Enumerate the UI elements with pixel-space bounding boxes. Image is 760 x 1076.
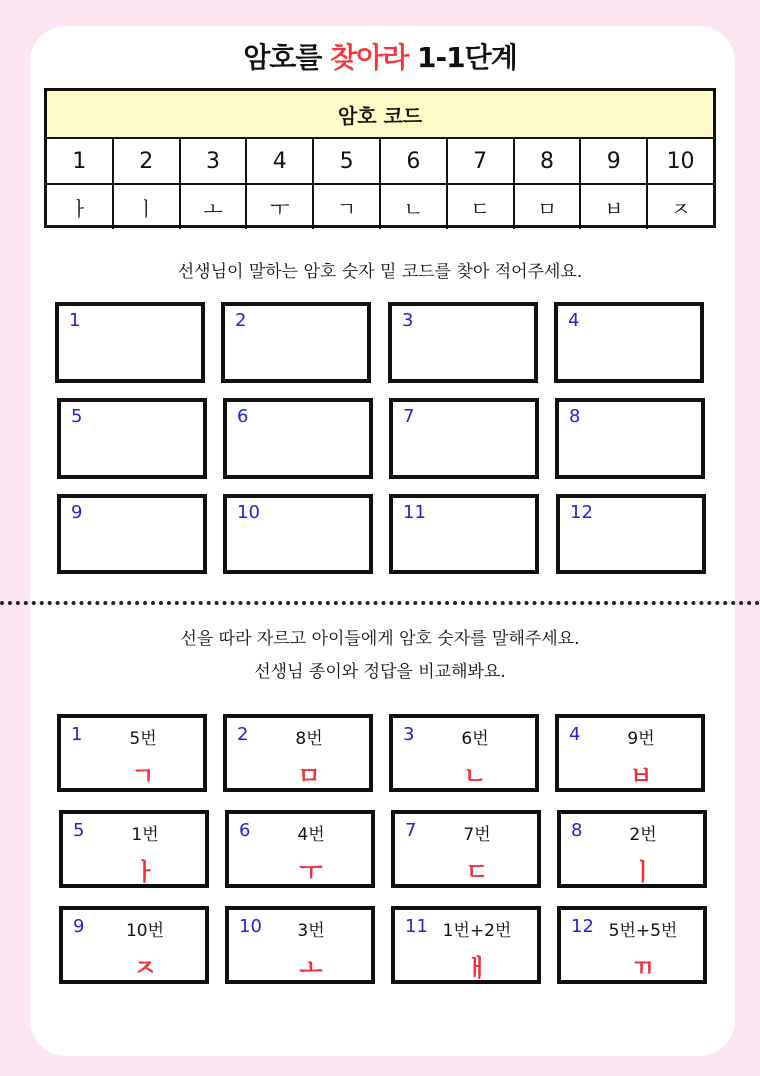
code-number: 7 [446,139,513,183]
code-letter: ㄱ [312,185,379,229]
card-answer: 7번 [463,825,491,845]
card-answer: 5번 [129,729,157,749]
answer-box-number: 5 [71,406,83,427]
answer-card [59,810,209,888]
answer-card [555,714,705,792]
code-letter: ㅏ [69,196,90,221]
answer-box-number: 12 [570,502,593,523]
answer-box-number: 11 [403,502,426,523]
card-jamo: ㅁ [297,762,321,790]
page-title [0,36,760,76]
card-number: 8 [571,820,583,841]
instruction-top: 선생님이 말하는 암호 숫자 밑 코드를 찾아 적어주세요. [177,262,583,282]
answer-box-number: 3 [402,310,414,331]
code-letter: ㅜ [245,185,312,229]
code-letter: ㅁ [513,185,580,229]
card-number: 9 [73,916,85,937]
card-jamo: ㄷ [465,858,489,886]
card-number: 7 [405,820,417,841]
answer-box[interactable] [555,398,705,479]
answer-box[interactable] [221,302,371,383]
code-number: 9 [579,139,646,183]
code-number: 6 [379,139,446,183]
answer-box-number: 1 [69,310,81,331]
card-answer: 8번 [295,729,323,749]
card-jamo: ㅐ [465,954,489,982]
card-number: 10 [239,916,262,937]
card-number: 2 [237,724,249,745]
card-answer: 6번 [461,729,489,749]
answer-box[interactable] [55,302,205,383]
answer-box[interactable] [223,494,373,574]
card-jamo: ㅈ [133,954,157,982]
code-number: 8 [513,139,580,183]
answer-card [391,810,541,888]
answer-box[interactable] [556,494,706,574]
answer-box[interactable] [554,302,704,383]
card-jamo: ㅂ [629,762,653,790]
answer-card [557,810,707,888]
answer-box-number: 9 [71,502,83,523]
card-number: 5 [73,820,85,841]
answer-card [57,714,207,792]
answer-box-number: 7 [403,406,415,427]
answer-box-number: 4 [568,310,580,331]
card-jamo: ㄴ [463,762,487,790]
answer-box-number: 2 [235,310,247,331]
code-number: 5 [312,139,379,183]
code-table-header: 암호 코드 [47,91,713,139]
answer-card [225,810,375,888]
code-letter: ㄴ [379,185,446,229]
card-number: 6 [239,820,251,841]
answer-card [389,714,539,792]
card-answer: 10번 [125,921,165,941]
card-answer: 9번 [627,729,655,749]
title-highlight: 찾아라 [330,41,409,74]
code-number: 3 [179,139,246,183]
code-letter: ㅂ [579,185,646,229]
answer-box[interactable] [57,494,207,574]
answer-box-number: 10 [237,502,260,523]
code-number: 1 [72,148,87,174]
code-letter: ㅈ [646,185,713,229]
code-number-row [47,139,713,183]
answer-box-number: 8 [569,406,581,427]
card-answer: 5번+5번 [608,921,678,941]
answer-box[interactable] [389,398,539,479]
title-prefix: 암호를 [243,41,331,74]
card-number: 11 [405,916,428,937]
code-letter: ㄷ [446,185,513,229]
instruction-bottom-line-2: 선생님 종이와 정답을 비교해봐요. [254,662,506,682]
answer-box[interactable] [389,494,539,574]
answer-card [225,906,375,984]
answer-card [391,906,541,984]
card-number: 3 [403,724,415,745]
card-jamo: ㄲ [631,954,655,982]
card-number: 12 [571,916,594,937]
card-answer: 3번 [297,921,325,941]
answer-box[interactable] [57,398,207,479]
code-letter: ㅗ [179,185,246,229]
card-jamo: ㅜ [299,858,323,886]
answer-box[interactable] [223,398,373,479]
card-jamo: ㅗ [299,954,323,982]
cut-line [0,601,760,605]
code-table [44,88,716,228]
card-answer: 1번+2번 [442,921,512,941]
answer-card [223,714,373,792]
answer-box[interactable] [388,302,538,383]
card-answer: 1번 [131,825,159,845]
instruction-bottom-line-1: 선을 따라 자르고 아이들에게 암호 숫자를 말해주세요. [180,629,580,649]
code-number: 10 [646,139,713,183]
answer-box-number: 6 [237,406,249,427]
title-suffix: 1-1단계 [408,41,517,74]
card-number: 4 [569,724,581,745]
card-answer: 2번 [629,825,657,845]
card-jamo: ㅏ [133,858,157,886]
card-number: 1 [71,724,83,745]
card-answer: 4번 [297,825,325,845]
card-jamo: ㄱ [131,762,155,790]
code-number: 4 [245,139,312,183]
card-jamo: ㅣ [631,858,655,886]
answer-card [59,906,209,984]
code-letter-row [47,183,713,229]
answer-card [557,906,707,984]
code-letter: ㅣ [112,185,179,229]
code-number: 2 [112,139,179,183]
